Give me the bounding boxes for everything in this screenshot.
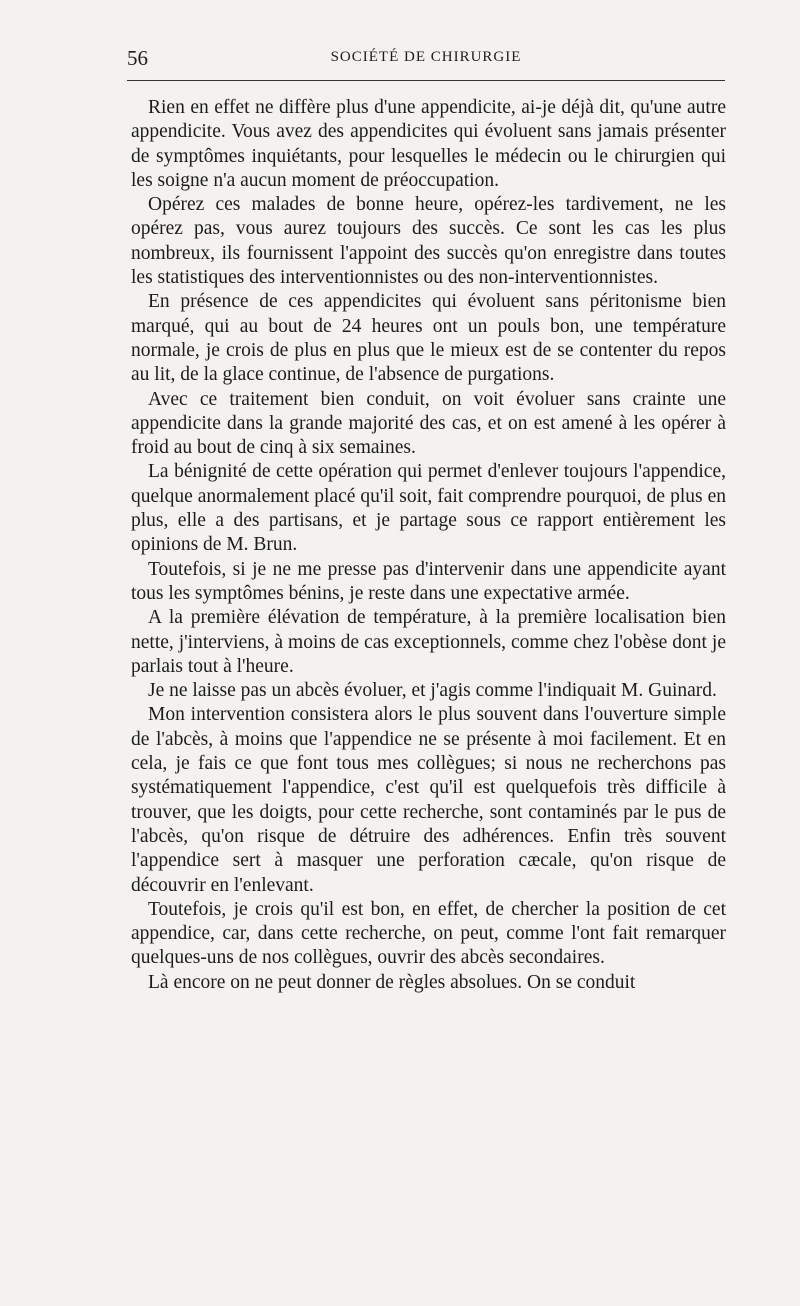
paragraph: Là encore on ne peut donner de règles absolues. On se conduit [148, 971, 636, 993]
paragraph: En présence de ces appendicites qui évoluent sans péritonisme bien marqué, qui au bout de 24 heures ont un pouls bon, une température normale, je crois de plus en plus que le mieux est de se contenter du repos au lit, de la glace continue, de l'absence de purgations. [131, 291, 726, 386]
page-number: 56 [127, 46, 148, 70]
paragraph: A la première élévation de température, à la première localisation bien nette, j'interviens, à moins de cas exceptionnels, comme chez l'obèse dont je parlais tout à l'heure. [131, 607, 726, 677]
paragraph: Je ne laisse pas un abcès évoluer, et j'agis comme l'indiquait M. Guinard. [148, 680, 717, 702]
paragraph: Mon intervention consistera alors le plus souvent dans l'ouverture simple de l'abcès, à moins que l'appendice ne se présente à moi facilement. Et en cela, je fais ce que font tous mes collègues; si nous ne recherchons pas systématiquement l'appendice, c'est qu'il est quelquefois très difficile à trouver, que les doigts, pour cette recherche, sont contaminés par le pus de l'abcès, qu'on risque de détruire des adhérences. Enfin très souvent l'appendice sert à masquer une perforation cæcale, qu'on risque de découvrir en l'enlevant. [131, 704, 726, 896]
paragraph: Rien en effet ne diffère plus d'une appendicite, ai-je déjà dit, qu'une autre appendicite. Vous avez des appendicites qui évoluent sans jamais présenter de symptômes inquiétants, pour lesquelles le médecin ou le chirurgien qui les soigne n'a aucun moment de préoccupation. [131, 97, 726, 191]
paragraph: La bénignité de cette opération qui permet d'enlever toujours l'appendice, quelque anormalement placé qu'il soit, fait comprendre pourquoi, de plus en plus, elle a des partisans, et je partage sous ce rapport entièrement les opinions de M. Brun. [131, 461, 726, 556]
paragraph: Opérez ces malades de bonne heure, opérez-les tardivement, ne les opérez pas, vous aurez toujours des succès. Ce sont les cas les plus nombreux, ils fournissent l'appoint des succès qu'on enregistre dans toutes les statistiques des interventionnistes ou des non-interventionnistes. [131, 194, 726, 289]
paragraph: Avec ce traitement bien conduit, on voit évoluer sans crainte une appendicite dans la grande majorité des cas, et on est amené à les opérer à froid au bout de cinq à six semaines. [131, 388, 726, 459]
paragraph: Toutefois, je crois qu'il est bon, en effet, de chercher la position de cet appendice, car, dans cette recherche, on peut, comme l'ont fait remarquer quelques-uns de nos collègues, ouvrir des abcès secondaires. [131, 898, 726, 969]
header-rule [127, 80, 725, 81]
body-text [131, 96, 726, 995]
running-title: SOCIÉTÉ DE CHIRURGIE [330, 49, 522, 65]
page-header [127, 46, 725, 74]
paragraph: Toutefois, si je ne me presse pas d'intervenir dans une appendicite ayant tous les symptômes bénins, je reste dans une expectative armée. [131, 558, 726, 604]
